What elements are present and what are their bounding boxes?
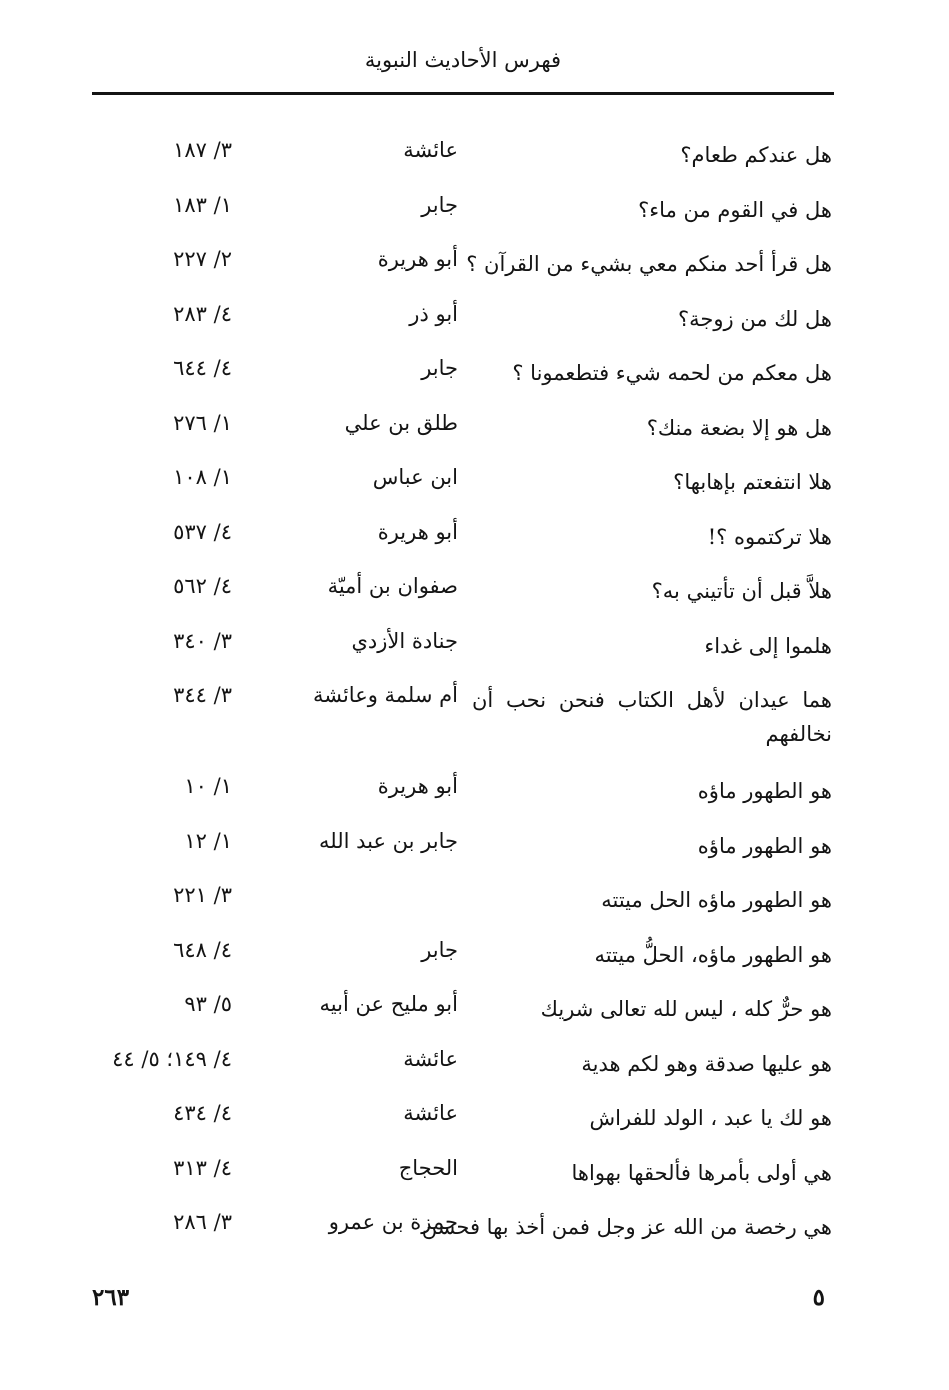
- table-row: [92, 1091, 834, 1146]
- volume-page-ref: ٤/ ٦٤٤: [173, 356, 232, 380]
- page-title: فهرس الأحاديث النبوية: [364, 48, 562, 72]
- header-divider: [92, 92, 834, 95]
- hadith-text: هو حرٌّ كله ، ليس لله تعالى شريك: [540, 997, 832, 1021]
- narrator-name: جابر: [421, 356, 458, 380]
- narrator-name: ابن عباس: [372, 465, 458, 489]
- volume-page-ref: ٤/ ٢٨٣: [173, 301, 232, 326]
- hadith-text: هل قرأ أحد منكم معي بشيء من القرآن ؟: [466, 252, 832, 276]
- hadith-text: هلا انتفعتم بإهابها؟: [673, 470, 832, 494]
- hadith-text: هي رخصة من الله عز وجل فمن أخذ بها فحسن: [421, 1215, 832, 1239]
- volume-page-ref: ١/ ٢٧٦: [173, 410, 232, 435]
- narrator-name: أبو مليح عن أبيه: [319, 992, 458, 1016]
- hadith-text: هو الطهور ماؤه: [697, 779, 832, 803]
- section-letter: ٥: [812, 1284, 825, 1311]
- table-row: [92, 673, 834, 764]
- volume-page-ref: ٤/ ١٤٩؛ ٥/ ٤٤: [112, 1046, 232, 1071]
- narrator-name: الحجاج: [398, 1155, 458, 1180]
- hadith-text: هلاَّ قبل أن تأتيني به؟: [651, 579, 832, 603]
- volume-page-ref: ٣/ ٣٤٤: [173, 683, 232, 707]
- narrator-name: جابر بن عبد الله: [318, 828, 458, 853]
- table-row: [92, 873, 834, 928]
- narrator-name: أم سلمة وعائشة: [312, 683, 458, 707]
- table-row: [92, 510, 834, 565]
- table-row: [92, 237, 834, 292]
- hadith-text: هل هو إلا بضعة منك؟: [646, 415, 832, 440]
- narrator-name: عائشة: [403, 1046, 458, 1071]
- narrator-name: أبو هريرة: [377, 774, 458, 798]
- narrator-name: عائشة: [403, 1101, 458, 1125]
- volume-page-ref: ٢/ ٢٢٧: [173, 247, 232, 271]
- table-row: [92, 401, 834, 456]
- table-row: [92, 982, 834, 1037]
- table-row: [92, 128, 834, 183]
- hadith-index-table: [92, 128, 834, 1255]
- table-row: [92, 619, 834, 674]
- volume-page-ref: ١/ ١٨٣: [173, 192, 232, 217]
- narrator-name: أبو ذر: [409, 301, 458, 326]
- table-row: [92, 1200, 834, 1255]
- table-row: [92, 928, 834, 983]
- table-row: [92, 455, 834, 510]
- volume-page-ref: ١/ ١٠٨: [173, 465, 232, 489]
- volume-page-ref: ٤/ ٣١٣: [173, 1155, 232, 1180]
- volume-page-ref: ١/ ١٠: [184, 774, 232, 798]
- table-row: [92, 1146, 834, 1201]
- hadith-text: هلموا إلى غداء: [704, 633, 832, 658]
- hadith-text: هما عيدان لأهل الكتاب فنحن نحب أن نخالفهم: [472, 688, 832, 746]
- hadith-text: هو الطهور ماؤه، الحلُّ ميتته: [594, 942, 832, 967]
- hadith-text: هو لك يا عبد ، الولد للفراش: [589, 1106, 832, 1130]
- hadith-text: هل في القوم من ماء؟: [638, 197, 832, 222]
- narrator-name: طلق بن علي: [344, 410, 458, 435]
- volume-page-ref: ٤/ ٥٦٢: [173, 574, 232, 598]
- narrator-name: أبو هريرة: [377, 519, 458, 544]
- hadith-text: هو عليها صدقة وهو لكم هدية: [581, 1051, 832, 1076]
- narrator-name: جابر: [421, 192, 458, 217]
- volume-page-ref: ٣/ ٣٤٠: [173, 628, 232, 653]
- volume-page-ref: ٣/ ١٨٧: [173, 138, 232, 162]
- hadith-text: هل لك من زوجة؟: [677, 306, 832, 331]
- volume-page-ref: ٣/ ٢٢١: [173, 883, 232, 907]
- hadith-text: هو الطهور ماؤه الحل ميتته: [601, 888, 832, 912]
- table-row: [92, 1037, 834, 1092]
- volume-page-ref: ٤/ ٥٣٧: [173, 519, 232, 544]
- table-row: [92, 346, 834, 401]
- table-row: [92, 564, 834, 619]
- volume-page-ref: ٣/ ٢٨٦: [173, 1210, 232, 1234]
- narrator-name: جابر: [421, 937, 458, 962]
- narrator-name: حمزة بن عمرو: [328, 1210, 458, 1234]
- volume-page-ref: ٥/ ٩٣: [184, 992, 232, 1016]
- hadith-text: هي أولى بأمرها فألحقها بهواها: [571, 1160, 832, 1185]
- narrator-name: صفوان بن أميّة: [327, 574, 458, 598]
- volume-page-ref: ٤/ ٦٤٨: [173, 937, 232, 962]
- narrator-name: جنادة الأزدي: [351, 628, 458, 653]
- hadith-text: هل عندكم طعام؟: [680, 143, 832, 167]
- table-row: [92, 764, 834, 819]
- hadith-text: هو الطهور ماؤه: [697, 833, 832, 858]
- table-row: [92, 183, 834, 238]
- volume-page-ref: ١/ ١٢: [184, 828, 232, 853]
- table-row: [92, 292, 834, 347]
- hadith-text: هلا تركتموه ؟!: [707, 524, 832, 549]
- narrator-name: أبو هريرة: [377, 247, 458, 271]
- narrator-name: عائشة: [403, 138, 458, 162]
- page-number: ٢٦٣: [92, 1284, 130, 1311]
- volume-page-ref: ٤/ ٤٣٤: [173, 1101, 232, 1125]
- table-row: [92, 819, 834, 874]
- hadith-text: هل معكم من لحمه شيء فتطعمونا ؟: [512, 361, 832, 385]
